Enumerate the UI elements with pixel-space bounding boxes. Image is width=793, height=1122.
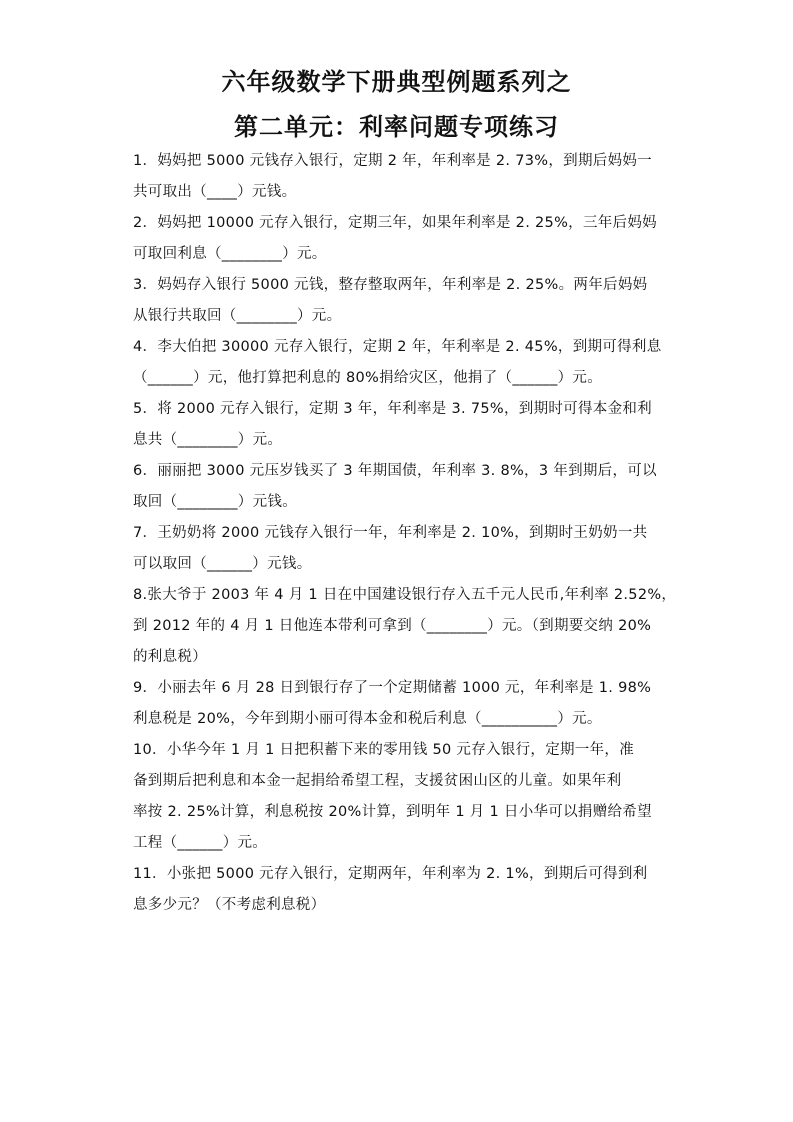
question-10-line-3: 率按 2. 25%计算，利息税按 20%计算，到明年 1 月 1 日小华可以捐赠给希望 xyxy=(133,804,652,820)
question-11-line-2: 息多少元？（不考虑利息税） xyxy=(133,897,326,913)
question-4-line-1: 4．李大伯把 30000 元存入银行，定期 2 年，年利率是 2. 45%，到期可得利息 xyxy=(133,339,662,355)
question-5-line-2: 息共（________）元。 xyxy=(133,432,283,448)
question-4-line-2: （______）元，他打算把利息的 80%捐给灾区，他捐了（______）元。 xyxy=(133,370,603,386)
question-10-line-2: 备到期后把利息和本金一起捐给希望工程，支援贫困山区的儿童。如果年利 xyxy=(133,773,622,789)
question-3-line-2: 从银行共取回（________）元。 xyxy=(133,308,342,324)
question-2-line-1: 2．妈妈把 10000 元存入银行，定期三年，如果年利率是 2. 25%，三年后妈妈 xyxy=(133,215,657,231)
exercise-list xyxy=(133,146,677,921)
question-10-line-4: 工程（______）元。 xyxy=(133,835,268,851)
question-7-line-2: 可以取回（______）元钱。 xyxy=(133,556,312,572)
document-subtitle: 第二单元：利率问题专项练习 xyxy=(234,113,559,141)
document-title: 六年级数学下册典型例题系列之 xyxy=(221,68,572,96)
question-6-line-2: 取回（________）元钱。 xyxy=(133,494,297,510)
question-9-line-1: 9．小丽去年 6 月 28 日到银行存了一个定期储蓄 1000 元，年利率是 1. 98% xyxy=(133,680,652,696)
question-2-line-2: 可取回利息（________）元。 xyxy=(133,246,327,262)
question-9-line-2: 利息税是 20%，今年到期小丽可得本金和税后利息（__________）元。 xyxy=(133,711,602,727)
question-10-line-1: 10．小华今年 1 月 1 日把积蓄下来的零用钱 50 元存入银行，定期一年，准 xyxy=(133,742,635,758)
question-8-line-2: 到 2012 年的 4 月 1 日他连本带利可拿到（________）元。（到期要交纳 20% xyxy=(133,618,652,634)
question-6-line-1: 6．丽丽把 3000 元压岁钱买了 3 年期国债，年利率 3. 8%，3 年到期后，可以 xyxy=(133,463,657,479)
question-5-line-1: 5．将 2000 元存入银行，定期 3 年，年利率是 3. 75%，到期时可得本金和利 xyxy=(133,401,652,417)
question-8-line-1: 8.张大爷于 2003 年 4 月 1 日在中国建设银行存入五千元人民币,年利率 2.52%， xyxy=(133,587,677,603)
question-3-line-1: 3．妈妈存入银行 5000 元钱，整存整取两年，年利率是 2. 25%。两年后妈妈 xyxy=(133,277,648,293)
question-7-line-1: 7．王奶奶将 2000 元钱存入银行一年，年利率是 2. 10%，到期时王奶奶一共 xyxy=(133,525,648,541)
question-11-line-1: 11．小张把 5000 元存入银行，定期两年，年利率为 2. 1%，到期后可得到利 xyxy=(133,866,648,882)
question-1-line-2: 共可取出（____）元钱。 xyxy=(133,184,297,200)
question-1-line-1: 1．妈妈把 5000 元钱存入银行，定期 2 年，年利率是 2. 73%，到期后妈妈一 xyxy=(133,153,652,169)
question-8-line-3: 的利息税） xyxy=(133,649,207,665)
